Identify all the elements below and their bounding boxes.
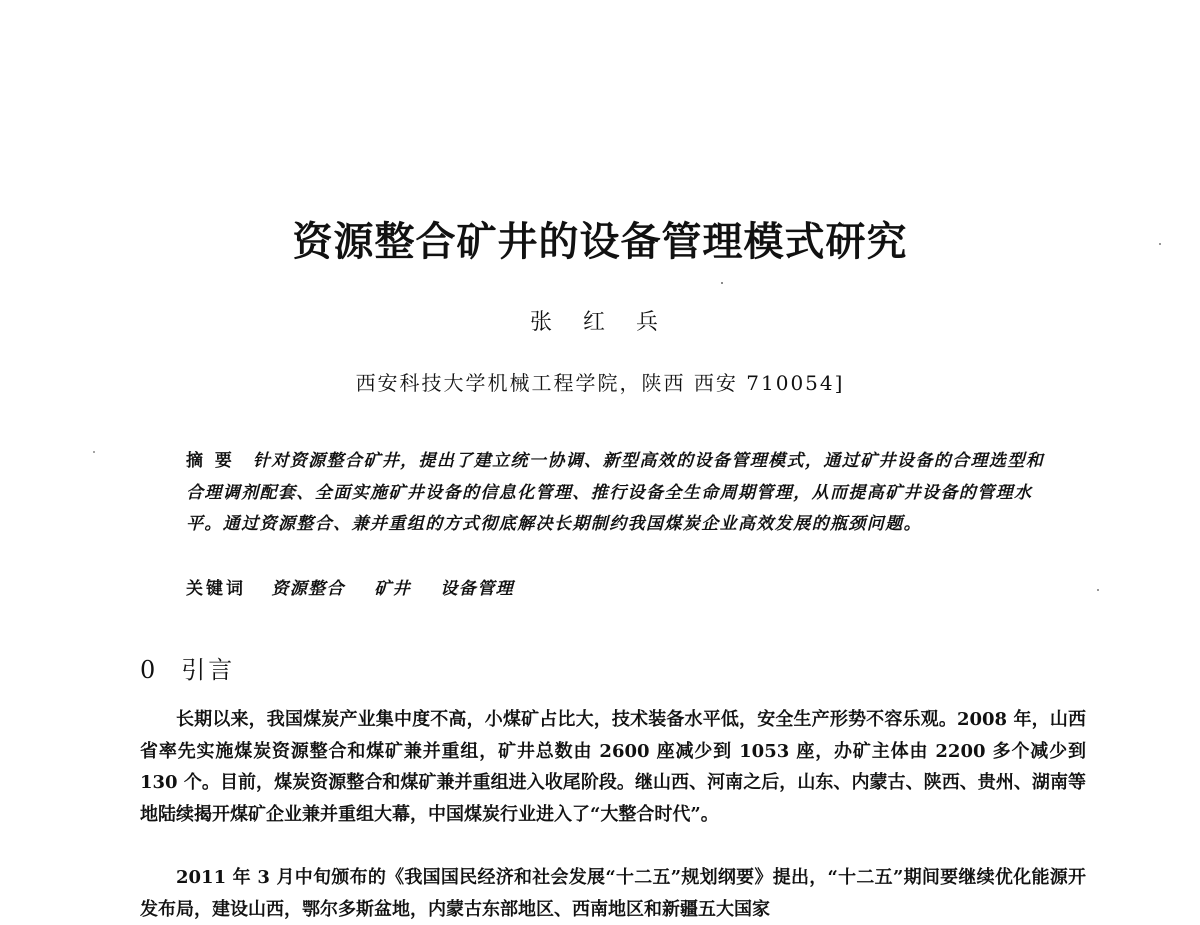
keyword-item: 矿井 <box>374 579 412 599</box>
abstract-label: 摘 要 <box>186 451 235 471</box>
author-name: 张 红 兵 <box>530 310 670 335</box>
keyword-item: 设备管理 <box>440 579 515 599</box>
keyword-item: 资源整合 <box>271 579 345 599</box>
section-number: 0 <box>140 656 156 684</box>
keywords-label: 关键词 <box>186 579 246 599</box>
section-title: 引言 <box>181 656 236 684</box>
abstract-text: 针对资源整合矿井，提出了建立统一协调、新型高效的设备管理模式，通过矿井设备的合理选型和合理调剂配套、全面实施矿井设备的信息化管理、推行设备全生命周期管理，从而提高矿井设备的管理水平。通过资源整合、兼并重组的方式彻底解决长期制约我国煤炭企业高效发展的瓶颈问题。 <box>186 451 1045 534</box>
author-affiliation: 西安科技大学机械工程学院，陕西 西安 710054] <box>355 371 845 395</box>
body-paragraph: 2011 年 3 月中旬颁布的《我国国民经济和社会发展“十二五”规划纲要》提出，“十二五”期间要继续优化能源开发布局，建设山西，鄂尔多斯盆地，内蒙古东部地区、西南地区和新疆五大国家 <box>140 867 1086 920</box>
paper-title: 资源整合矿井的设备管理模式研究 <box>292 218 908 265</box>
body-paragraph: 长期以来，我国煤炭产业集中度不高，小煤矿占比大，技术装备水平低，安全生产形势不容乐观。2008 年，山西省率先实施煤炭资源整合和煤矿兼并重组，矿井总数由 2600 座减少到 1053 座，办矿主体由 2200 多个减少到 130 个。目前，煤炭资源整合和煤矿兼并重组进入收尾阶段。继山西、河南之后，山东、内蒙古、陕西、贵州、湖南等地陆续揭开煤矿企业兼并重组大幕，中国煤炭行业进入了“大整合时代”。 <box>140 709 1086 825</box>
